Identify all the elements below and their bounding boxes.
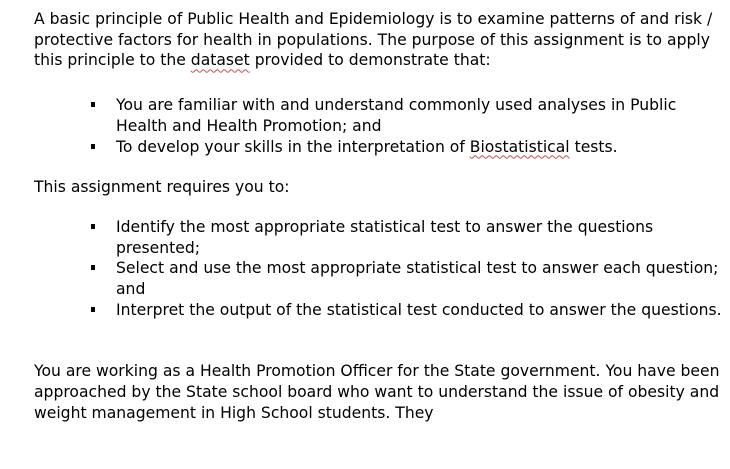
list-item bbox=[116, 258, 724, 299]
square-bullet-icon bbox=[91, 224, 95, 229]
document-page bbox=[34, 9, 724, 424]
list-item-text-part1: To develop your skills in the interpretation of bbox=[116, 137, 470, 156]
list-item-text: Interpret the output of the statistical test conducted to answer the questions. bbox=[116, 300, 722, 319]
list-item bbox=[116, 300, 724, 321]
spellcheck-word-biostatistical: Biostatistical bbox=[469, 137, 570, 156]
square-bullet-icon bbox=[91, 144, 95, 149]
list-item-text: Select and use the most appropriate statistical test to answer each question; and bbox=[116, 259, 719, 299]
list-item bbox=[116, 95, 724, 136]
requirements-intro: This assignment requires you to: bbox=[34, 178, 290, 197]
square-bullet-icon bbox=[91, 307, 95, 312]
spellcheck-word-dataset: dataset bbox=[190, 51, 250, 70]
purpose-list bbox=[34, 95, 724, 157]
list-item-text: You are familiar with and understand commonly used analyses in Public Health and Health Promotion; and bbox=[116, 96, 677, 135]
list-item bbox=[116, 217, 724, 258]
requirements-list bbox=[34, 217, 724, 321]
square-bullet-icon bbox=[91, 265, 95, 270]
intro-text-part1: A basic principle of Public Health and Epidemiology is to examine patterns of and risk / protective factors for health in populations. The purpose of this assignment is to apply this principle to the bbox=[34, 10, 713, 70]
intro-paragraph bbox=[34, 9, 724, 71]
list-item-text-part2: tests. bbox=[569, 137, 618, 156]
intro-text-part2: provided to demonstrate that: bbox=[249, 51, 491, 70]
list-item bbox=[116, 137, 724, 158]
list-item-text: Identify the most appropriate statistical test to answer the questions presented; bbox=[116, 217, 654, 257]
square-bullet-icon bbox=[91, 102, 95, 107]
scenario-paragraph: You are working as a Health Promotion Officer for the State government. You have been approached by the State school board who want to understand the issue of obesity and weight management in High School students. They bbox=[34, 362, 720, 422]
